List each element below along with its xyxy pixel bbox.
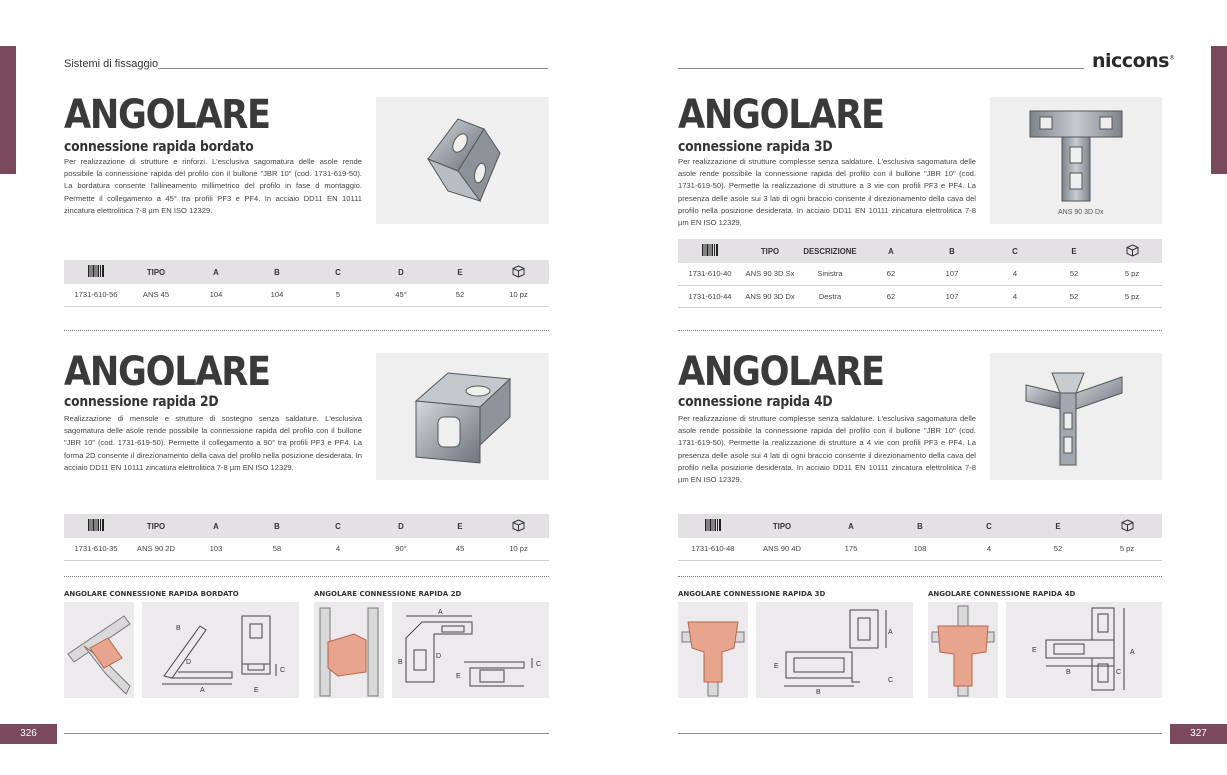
page-number-left: 326 xyxy=(0,724,57,744)
section-divider xyxy=(64,330,549,331)
cell-code: 1731-610-35 xyxy=(64,538,128,560)
col-e: E xyxy=(432,260,488,284)
spec-table-4d xyxy=(678,514,1162,561)
dim-label-b: B xyxy=(1066,669,1071,676)
diagram-technical-2d xyxy=(392,602,549,698)
col-c: C xyxy=(306,514,370,538)
cell-c: 5 xyxy=(306,284,370,306)
product-title-4d: ANGOLARE xyxy=(678,349,884,395)
product-subtitle-2d: connessione rapida 2D xyxy=(64,394,219,410)
cell-qty: 5 pz xyxy=(1092,538,1162,560)
diagram-title-2d: ANGOLARE CONNESSIONE RAPIDA 2D xyxy=(314,590,462,598)
col-a: A xyxy=(184,260,248,284)
table-header-row xyxy=(64,260,549,284)
dim-label-b: B xyxy=(816,689,821,696)
section-divider xyxy=(678,576,1162,577)
barcode-icon xyxy=(678,514,748,538)
diagram-technical-4d xyxy=(1006,602,1162,698)
col-descrizione: DESCRIZIONE xyxy=(798,239,862,263)
cell-b: 104 xyxy=(248,284,306,306)
cell-qty: 10 pz xyxy=(488,284,549,306)
bracket-2d-image xyxy=(376,353,549,480)
cell-tipo: ANS 90 3D Dx xyxy=(742,285,798,307)
cell-e: 45 xyxy=(432,538,488,560)
photo-caption-3d: ANS 90 3D Dx xyxy=(1058,209,1104,216)
dim-label-b: B xyxy=(398,659,403,666)
product-photo-4d xyxy=(990,353,1162,480)
product-title-bordato: ANGOLARE xyxy=(64,92,270,138)
product-title-3d: ANGOLARE xyxy=(678,92,884,138)
table-row xyxy=(678,285,1162,307)
package-box-icon xyxy=(1092,514,1162,538)
diagram-title-3d: ANGOLARE CONNESSIONE RAPIDA 3D xyxy=(678,590,826,598)
cell-descrizione: Sinistra xyxy=(798,263,862,285)
page-number-right: 327 xyxy=(1170,724,1227,744)
dim-label-a: A xyxy=(200,687,205,694)
table-row xyxy=(64,284,549,306)
col-tipo: TIPO xyxy=(748,514,816,538)
col-c: C xyxy=(954,514,1024,538)
section-header: Sistemi di fissaggio xyxy=(64,58,159,70)
section-divider xyxy=(678,330,1162,331)
col-b: B xyxy=(248,514,306,538)
cell-c: 4 xyxy=(984,285,1046,307)
table-row xyxy=(64,538,549,560)
cell-tipo: ANS 45 xyxy=(128,284,184,306)
package-box-icon xyxy=(1102,239,1162,263)
dim-label-d: D xyxy=(436,653,442,660)
diagram-title-4d: ANGOLARE CONNESSIONE RAPIDA 4D xyxy=(928,590,1076,598)
product-description-2d: Realizzazione di mensole e strutture di sostegno senza saldature. L'esclusiva sagomatura delle asole rende possibile la connessione rapida del profilo con il bullone "JBR 10" (cod. 1731-619-50). Permette il collegamento a 90° tra profili PF3 e PF4. La forma 2D consente il direzionamento della cava del profilo nella posizione desiderata. In acciaio DD11 EN 10111 zincatura elettrolitica 7-8 µm EN ISO 12329. xyxy=(64,414,362,472)
dim-label-c: C xyxy=(280,667,286,674)
barcode-icon xyxy=(64,514,128,538)
cell-tipo: ANS 90 3D Sx xyxy=(742,263,798,285)
dim-label-e: E xyxy=(456,673,461,680)
product-subtitle-3d: connessione rapida 3D xyxy=(678,139,833,155)
col-c: C xyxy=(984,239,1046,263)
cell-c: 4 xyxy=(954,538,1024,560)
dim-label-e: E xyxy=(1032,647,1037,654)
product-description-4d: Per realizzazione di strutture complesse senza saldature. L'esclusiva sagomatura delle asole rende possibile la connessione rapida del profilo con il bullone "JBR 10" (cod. 1731-619-50). Permette la realizzazione di strutture a 4 vie con profili PF3 e PF4. La presenza delle asole sui 4 lati di ogni braccio consente il direzionamento della cava del profilo nella posizione desiderata. In acciaio DD11 EN 10111 zincatura elettrolitica 7-8 µm EN ISO 12329. xyxy=(678,414,976,485)
dim-label-e: E xyxy=(774,663,779,670)
diagram-technical-bordato xyxy=(142,602,299,698)
cell-a: 104 xyxy=(184,284,248,306)
product-subtitle-bordato: connessione rapida bordato xyxy=(64,139,254,155)
cell-code: 1731-610-56 xyxy=(64,284,128,306)
col-d: D xyxy=(370,514,432,538)
package-box-icon xyxy=(488,514,549,538)
footer-rule-right xyxy=(678,733,1162,734)
dim-label-d: D xyxy=(186,659,192,666)
cell-a: 62 xyxy=(862,285,920,307)
product-description-bordato: Per realizzazione di strutture e rinforzi. L'esclusiva sagomatura delle asole rende possibile la connessione rapida del profilo con il bullone "JBR 10" (cod. 1731-619-50). La bordatura consente l'allineamento millimetrico del profilo in fase d montaggio. Permette il collegamento a 45° tra profili PF3 e PF4. In acciaio DD11 EN 10111 zincatura elettrolitica 7-8 µm EN ISO 12329. xyxy=(64,157,362,215)
col-e: E xyxy=(432,514,488,538)
col-a: A xyxy=(184,514,248,538)
cell-descrizione: Destra xyxy=(798,285,862,307)
col-tipo: TIPO xyxy=(128,514,184,538)
cell-d: 45° xyxy=(370,284,432,306)
product-photo-2d xyxy=(376,353,549,480)
dim-label-a: A xyxy=(888,629,893,636)
product-description-3d: Per realizzazione di strutture complesse senza saldature. L'esclusiva sagomatura delle asole rende possibile la connessione rapida del profilo con il bullone "JBR 10" (cod. 1731-619-50). Permette la realizzazione di strutture a 3 vie con profili PF3 e PF4. La presenza delle asole sui 3 lati di ogni braccio consente il direzionamento della cava del profilo nella posizione desiderata. In acciaio DD11 EN 10111 zincatura elettrolitica 7-8 µm EN ISO 12329. xyxy=(678,157,976,228)
cell-d: 90° xyxy=(370,538,432,560)
product-photo-bordato xyxy=(376,97,549,224)
dim-label-a: A xyxy=(438,609,443,616)
cell-a: 62 xyxy=(862,263,920,285)
diagram-render-3d xyxy=(678,602,748,698)
diagram-render-4d xyxy=(928,602,998,698)
cell-b: 58 xyxy=(248,538,306,560)
section-divider xyxy=(64,576,549,577)
col-e: E xyxy=(1024,514,1092,538)
cell-code: 1731-610-44 xyxy=(678,285,742,307)
footer-rule-left xyxy=(64,733,549,734)
cell-tipo: ANS 90 4D xyxy=(748,538,816,560)
spec-table-3d xyxy=(678,239,1162,308)
table-header-row xyxy=(64,514,549,538)
table-row xyxy=(678,263,1162,285)
diagram-render-2d xyxy=(314,602,384,698)
cell-e: 52 xyxy=(1046,263,1102,285)
dim-label-c: C xyxy=(1116,669,1122,676)
cell-qty: 5 pz xyxy=(1102,285,1162,307)
col-b: B xyxy=(886,514,954,538)
cell-code: 1731-610-48 xyxy=(678,538,748,560)
left-page-tab xyxy=(0,46,16,174)
cell-b: 108 xyxy=(886,538,954,560)
col-a: A xyxy=(862,239,920,263)
col-b: B xyxy=(920,239,984,263)
col-tipo: TIPO xyxy=(128,260,184,284)
col-tipo: TIPO xyxy=(742,239,798,263)
spec-table-bordato xyxy=(64,260,549,307)
barcode-icon xyxy=(678,239,742,263)
cell-qty: 5 pz xyxy=(1102,263,1162,285)
dim-label-a: A xyxy=(1130,649,1135,656)
diagram-technical-3d xyxy=(756,602,913,698)
product-photo-3d xyxy=(990,97,1162,224)
cell-e: 52 xyxy=(1046,285,1102,307)
table-row xyxy=(678,538,1162,560)
bracket-3d-image xyxy=(990,97,1162,224)
barcode-icon xyxy=(64,260,128,284)
col-b: B xyxy=(248,260,306,284)
diagram-render-bordato xyxy=(64,602,134,698)
spec-table-2d xyxy=(64,514,549,561)
cell-c: 4 xyxy=(984,263,1046,285)
cell-c: 4 xyxy=(306,538,370,560)
table-header-row xyxy=(678,514,1162,538)
col-e: E xyxy=(1046,239,1102,263)
header-rule-left xyxy=(158,68,548,69)
cell-a: 175 xyxy=(816,538,886,560)
cell-tipo: ANS 90 2D xyxy=(128,538,184,560)
cell-qty: 10 pz xyxy=(488,538,549,560)
cell-a: 103 xyxy=(184,538,248,560)
col-c: C xyxy=(306,260,370,284)
cell-b: 107 xyxy=(920,285,984,307)
diagram-title-bordato: ANGOLARE CONNESSIONE RAPIDA BORDATO xyxy=(64,590,239,598)
bracket-4d-image xyxy=(990,353,1162,480)
package-box-icon xyxy=(488,260,549,284)
cell-e: 52 xyxy=(432,284,488,306)
cell-b: 107 xyxy=(920,263,984,285)
product-title-2d: ANGOLARE xyxy=(64,349,270,395)
dim-label-c: C xyxy=(888,677,894,684)
product-subtitle-4d: connessione rapida 4D xyxy=(678,394,833,410)
cell-code: 1731-610-40 xyxy=(678,263,742,285)
header-rule-right xyxy=(678,68,1084,69)
col-a: A xyxy=(816,514,886,538)
bracket-bordato-image xyxy=(376,97,549,224)
right-page-tab xyxy=(1211,46,1227,174)
table-header-row xyxy=(678,239,1162,263)
brand-logo: niccons® xyxy=(1092,50,1175,72)
dim-label-b: B xyxy=(176,625,181,632)
col-d: D xyxy=(370,260,432,284)
dim-label-c: C xyxy=(536,661,542,668)
cell-e: 52 xyxy=(1024,538,1092,560)
dim-label-e: E xyxy=(254,687,259,694)
